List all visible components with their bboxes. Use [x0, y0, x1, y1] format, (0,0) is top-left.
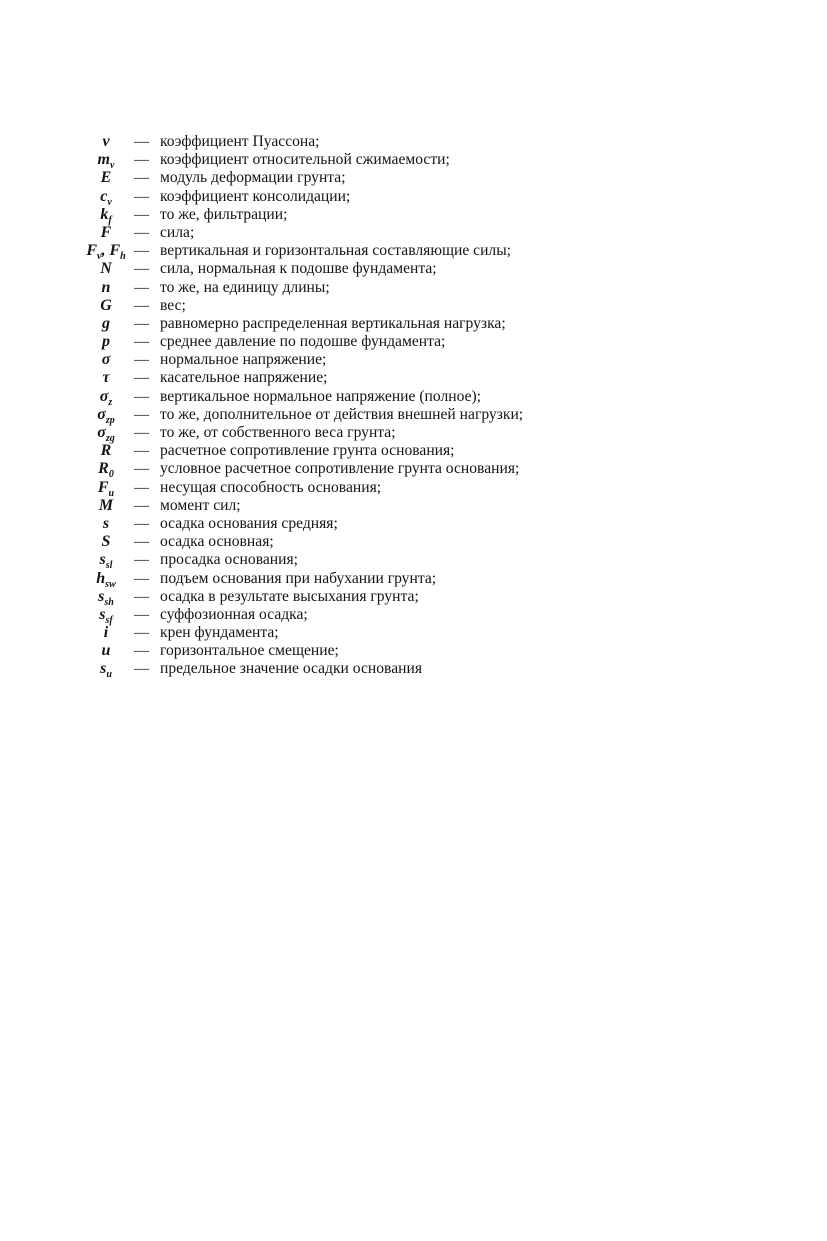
symbol: F [100, 223, 112, 241]
symbol-description: коэффициент относительной сжимаемости; [160, 151, 450, 169]
dash: — [134, 625, 149, 642]
list-item [78, 224, 638, 242]
symbol: $s_{sh}$ [98, 587, 114, 608]
symbol: $s_u$ [100, 660, 112, 681]
symbol-description: вес; [160, 296, 186, 314]
symbol: i [103, 624, 109, 642]
dash: — [134, 224, 149, 241]
symbol: g [102, 314, 110, 332]
symbol-description: горизонтальное смещение; [160, 642, 339, 660]
list-item [78, 624, 638, 642]
symbol: $\sigma_{zp}$ [97, 405, 115, 426]
dash: — [134, 261, 149, 278]
symbol-description: осадка в результате высыхания грунта; [160, 587, 419, 605]
dash: — [134, 388, 149, 405]
dash: — [134, 443, 149, 460]
dash: — [134, 497, 149, 514]
symbol-description: среднее давление по подошве фундамента; [160, 333, 446, 351]
symbol: M [98, 496, 114, 514]
dash: — [134, 461, 149, 478]
symbol-description: несущая способность основания; [160, 478, 382, 496]
symbol-list [78, 133, 638, 679]
symbol-description: подъем основания при набухании грунта; [160, 569, 437, 587]
list-item [78, 351, 638, 369]
list-item [78, 479, 638, 497]
list-item [78, 442, 638, 460]
symbol: σ [101, 351, 111, 369]
list-item [78, 605, 638, 627]
dash: — [134, 170, 149, 187]
dash: — [134, 334, 149, 351]
dash: — [134, 606, 149, 623]
list-item [78, 297, 638, 315]
symbol: G [100, 296, 112, 314]
symbol: n [101, 278, 111, 296]
symbol: S [101, 533, 111, 551]
symbol: $F_v$, $F_h$ [86, 242, 126, 263]
dash: — [134, 152, 149, 169]
dash: — [134, 315, 149, 332]
symbol-description: момент сил; [160, 496, 241, 514]
symbol: $s_{sf}$ [99, 605, 113, 627]
symbol: E [100, 169, 112, 187]
symbol-description: то же, на единицу длины; [160, 278, 330, 296]
dash: — [134, 406, 149, 423]
symbol: $c_v$ [100, 187, 112, 208]
list-item [78, 206, 638, 224]
dash: — [134, 279, 149, 296]
dash: — [134, 661, 149, 678]
symbol-description: вертикальное нормальное напряжение (полное); [160, 387, 482, 405]
list-item [78, 242, 638, 263]
symbol-description: крен фундамента; [160, 624, 279, 642]
symbol-description: суффозионная осадка; [160, 605, 308, 623]
symbol-description: касательное напряжение; [160, 369, 328, 387]
symbol-description: осадка основная; [160, 533, 274, 551]
symbol: $R_0$ [98, 460, 114, 481]
dash: — [134, 552, 149, 569]
symbol: u [101, 642, 111, 660]
dash: — [134, 370, 149, 387]
symbol: N [100, 260, 112, 278]
dash: — [134, 188, 149, 205]
symbol: $F_u$ [97, 478, 115, 499]
symbol: τ [102, 369, 110, 387]
dash: — [134, 570, 149, 587]
dash: — [134, 243, 149, 260]
symbol-description: то же, от собственного веса грунта; [160, 424, 396, 441]
dash: — [134, 479, 149, 496]
symbol-description: сила; [160, 223, 195, 241]
list-item [78, 133, 638, 151]
dash: — [134, 297, 149, 314]
list-item [78, 279, 638, 297]
list-item [78, 333, 638, 351]
dash: — [134, 352, 149, 369]
list-item [78, 570, 638, 588]
symbol-description: вертикальная и горизонтальная составляющие силы; [160, 242, 512, 260]
dash: — [134, 206, 149, 223]
list-item [78, 151, 638, 172]
symbol-description: то же, дополнительное от действия внешней нагрузки; [160, 405, 524, 423]
symbol: $m_v$ [97, 151, 115, 172]
symbol-description: предельное значение осадки основания [160, 660, 422, 678]
dash: — [134, 134, 149, 150]
symbol: $h_{sw}$ [96, 569, 116, 590]
list-item [78, 315, 638, 333]
list-item [78, 460, 638, 481]
symbol: $\sigma_{zg}$ [97, 424, 115, 445]
list-item [78, 260, 638, 278]
symbol-description: условное расчетное сопротивление грунта основания; [160, 460, 520, 478]
symbol-description: просадка основания; [160, 551, 298, 569]
list-item [78, 515, 638, 533]
symbol: s [102, 514, 110, 532]
symbol-description: равномерно распределенная вертикальная нагрузка; [160, 314, 506, 332]
list-item [78, 424, 638, 445]
symbol: $\sigma_z$ [99, 387, 113, 408]
dash: — [134, 588, 149, 605]
symbol: $k_f$ [100, 205, 112, 226]
list-item [78, 406, 638, 424]
list-item [78, 533, 638, 551]
list-item [78, 497, 638, 515]
symbol-description: коэффициент консолидации; [160, 187, 351, 205]
dash: — [134, 425, 149, 441]
symbol: $s_{sl}$ [99, 551, 113, 572]
symbol-description: расчетное сопротивление грунта основания; [160, 442, 455, 460]
symbol-description: нормальное напряжение; [160, 351, 327, 369]
list-item [78, 660, 638, 681]
symbol: ν [102, 133, 110, 150]
symbol: R [100, 442, 112, 460]
symbol-description: коэффициент Пуассона; [160, 133, 320, 150]
list-item [78, 388, 638, 406]
list-item [78, 551, 638, 572]
list-item [78, 369, 638, 387]
symbol-description: осадка основания средняя; [160, 514, 338, 532]
symbol-description: модуль деформации грунта; [160, 169, 346, 187]
dash: — [134, 515, 149, 532]
symbol-description: сила, нормальная к подошве фундамента; [160, 260, 437, 278]
list-item [78, 642, 638, 660]
symbol-description: то же, фильтрации; [160, 205, 288, 223]
list-item [78, 169, 638, 187]
list-item [78, 188, 638, 206]
symbol: p [102, 333, 110, 351]
list-item [78, 588, 638, 606]
dash: — [134, 534, 149, 551]
dash: — [134, 643, 149, 660]
